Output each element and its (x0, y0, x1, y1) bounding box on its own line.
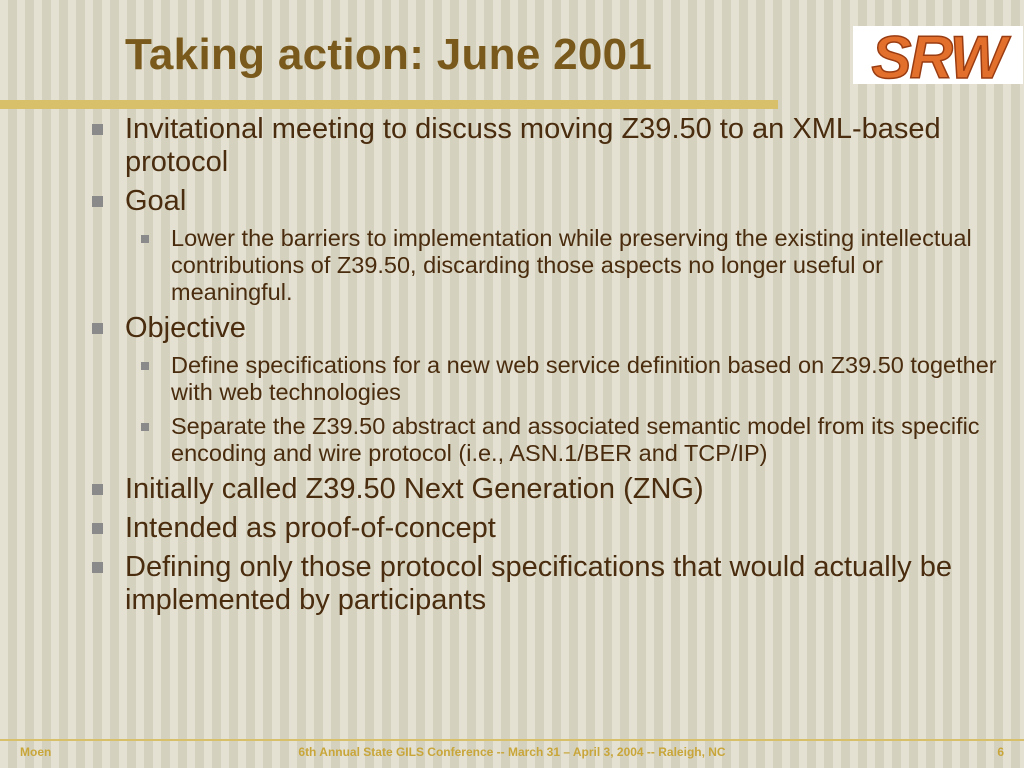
sub-bullet-text: Define specifications for a new web service definition based on Z39.50 together with web technologies (171, 352, 997, 405)
square-bullet-icon (92, 523, 103, 534)
srw-logo-text: SRW (871, 26, 1005, 84)
bullet-text: Goal (125, 185, 187, 217)
bullet-list (88, 110, 1003, 617)
square-bullet-icon (141, 362, 149, 370)
slide-number: 6 (997, 745, 1004, 759)
square-bullet-icon (92, 124, 103, 135)
list-item (88, 113, 1003, 179)
footer-divider (0, 739, 1024, 741)
bullet-text: Defining only those protocol specifications that would actually be implemented by participants (125, 551, 952, 616)
square-bullet-icon (92, 196, 103, 207)
bullet-text: Invitational meeting to discuss moving Z39.50 to an XML-based protocol (125, 113, 941, 178)
list-item (88, 312, 1003, 345)
list-item (88, 473, 1003, 506)
footer-conference: 6th Annual State GILS Conference -- March 31 – April 3, 2004 -- Raleigh, NC (298, 745, 726, 759)
slide-title: Taking action: June 2001 (125, 30, 653, 79)
sub-bullet-text: Separate the Z39.50 abstract and associated semantic model from its specific encoding and wire protocol (i.e., ASN.1/BER and TCP/IP) (171, 413, 980, 466)
square-bullet-icon (92, 562, 103, 573)
sub-bullet-text: Lower the barriers to implementation while preserving the existing intellectual contributions of Z39.50, discarding those aspects no longer useful or meaningful. (171, 225, 972, 305)
srw-logo (853, 26, 1023, 84)
list-item (88, 185, 1003, 218)
list-item (88, 512, 1003, 545)
square-bullet-icon (92, 484, 103, 495)
bullet-text: Intended as proof-of-concept (125, 512, 496, 544)
footer-author: Moen (20, 745, 52, 759)
bullet-text: Objective (125, 312, 246, 344)
list-item (88, 551, 1003, 617)
square-bullet-icon (141, 235, 149, 243)
bullet-text: Initially called Z39.50 Next Generation (ZNG) (125, 473, 704, 505)
sub-list-item (141, 413, 1003, 467)
title-underline (0, 100, 778, 109)
square-bullet-icon (141, 423, 149, 431)
sub-list-item (141, 225, 1003, 306)
sub-list-item (141, 352, 1003, 406)
square-bullet-icon (92, 323, 103, 334)
